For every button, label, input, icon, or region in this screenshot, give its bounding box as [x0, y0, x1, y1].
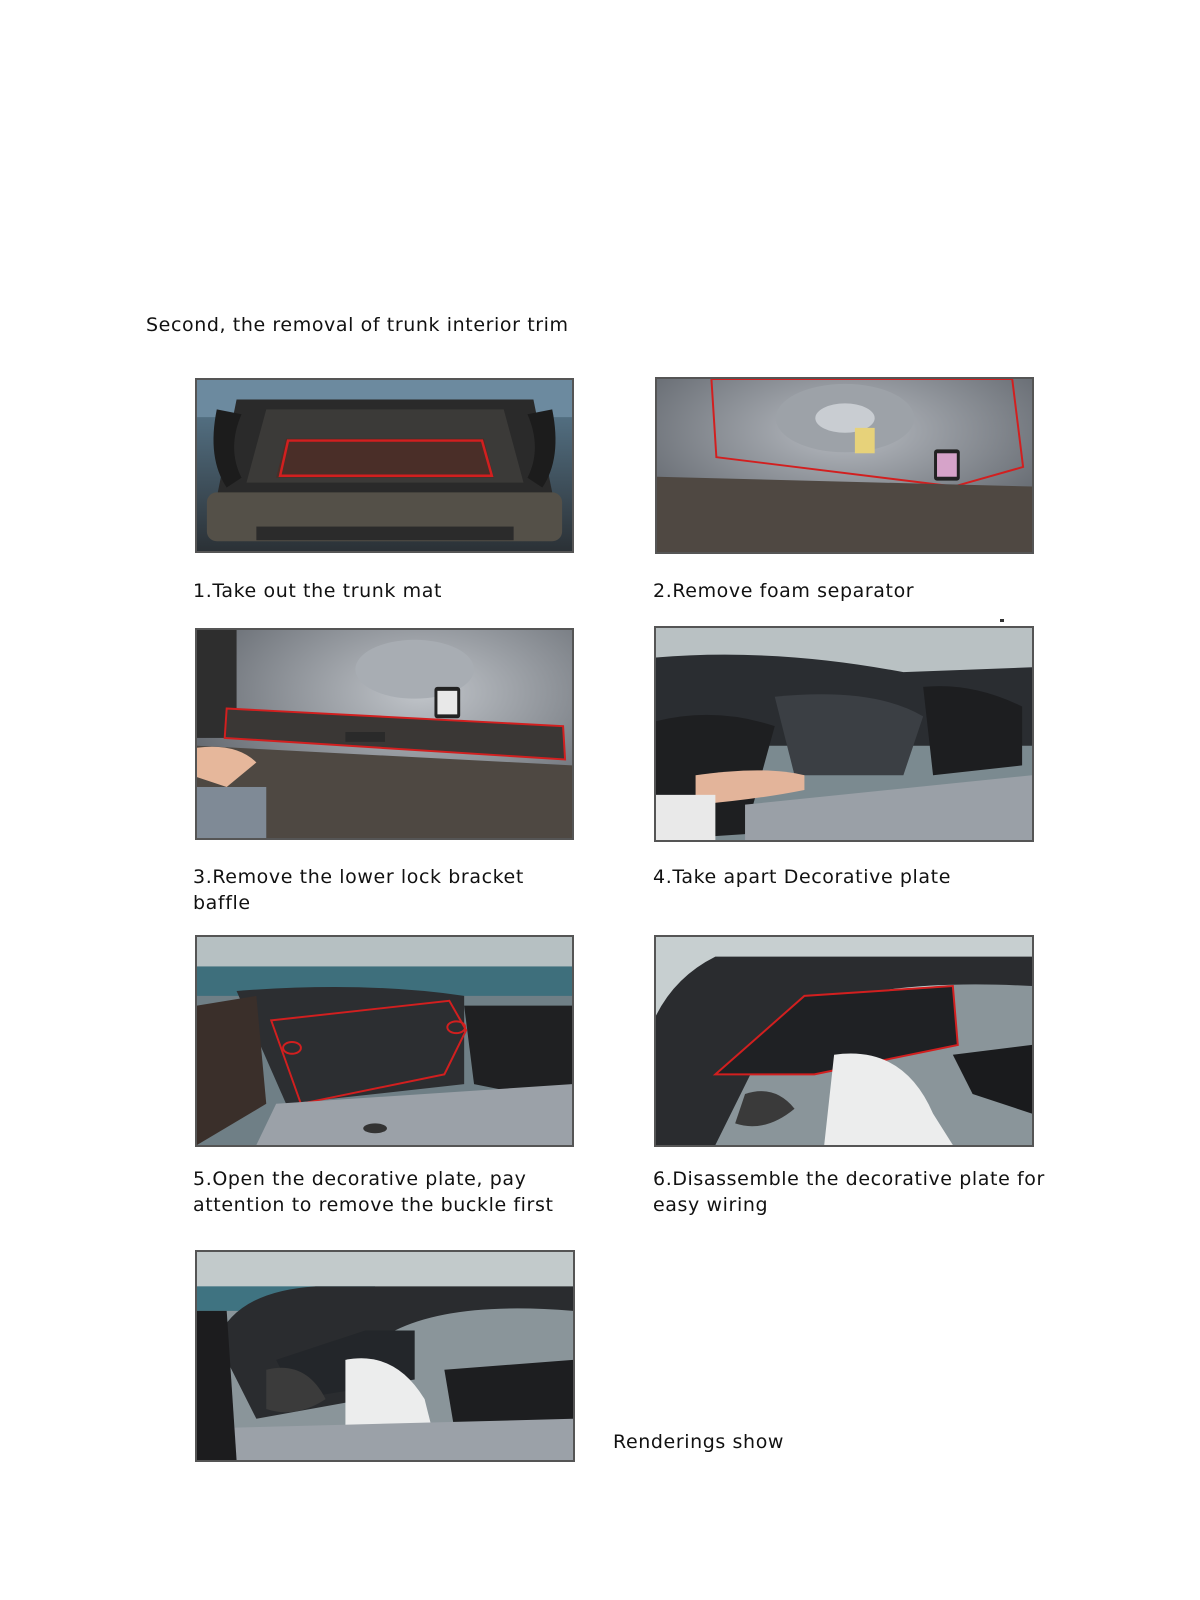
trunk-open-with-mat-photo: [195, 378, 574, 553]
decorative-plate-buckles-photo: [195, 935, 574, 1147]
stray-mark: [1000, 619, 1004, 622]
section-heading: Second, the removal of trunk interior trim: [146, 314, 569, 336]
step-4-caption: 4.Take apart Decorative plate: [653, 866, 952, 888]
step-2-caption: 2.Remove foam separator: [653, 580, 915, 602]
final-rendering-photo: [195, 1250, 575, 1462]
trunk-floor-foam-separator-photo: [655, 377, 1034, 554]
step-1-caption: 1.Take out the trunk mat: [193, 580, 443, 602]
decorative-plate-disassembled-photo: [654, 935, 1034, 1147]
step-6-caption: 6.Disassemble the decorative plate for easy wiring: [653, 1168, 1045, 1216]
decorative-plate-removal-photo: [654, 626, 1034, 842]
step-3-caption: 3.Remove the lower lock bracket baffle: [193, 866, 524, 914]
lock-bracket-baffle-photo: [195, 628, 574, 840]
step-5-caption: 5.Open the decorative plate, pay attention to remove the buckle first: [193, 1168, 554, 1216]
renderings-label: Renderings show: [613, 1431, 785, 1453]
